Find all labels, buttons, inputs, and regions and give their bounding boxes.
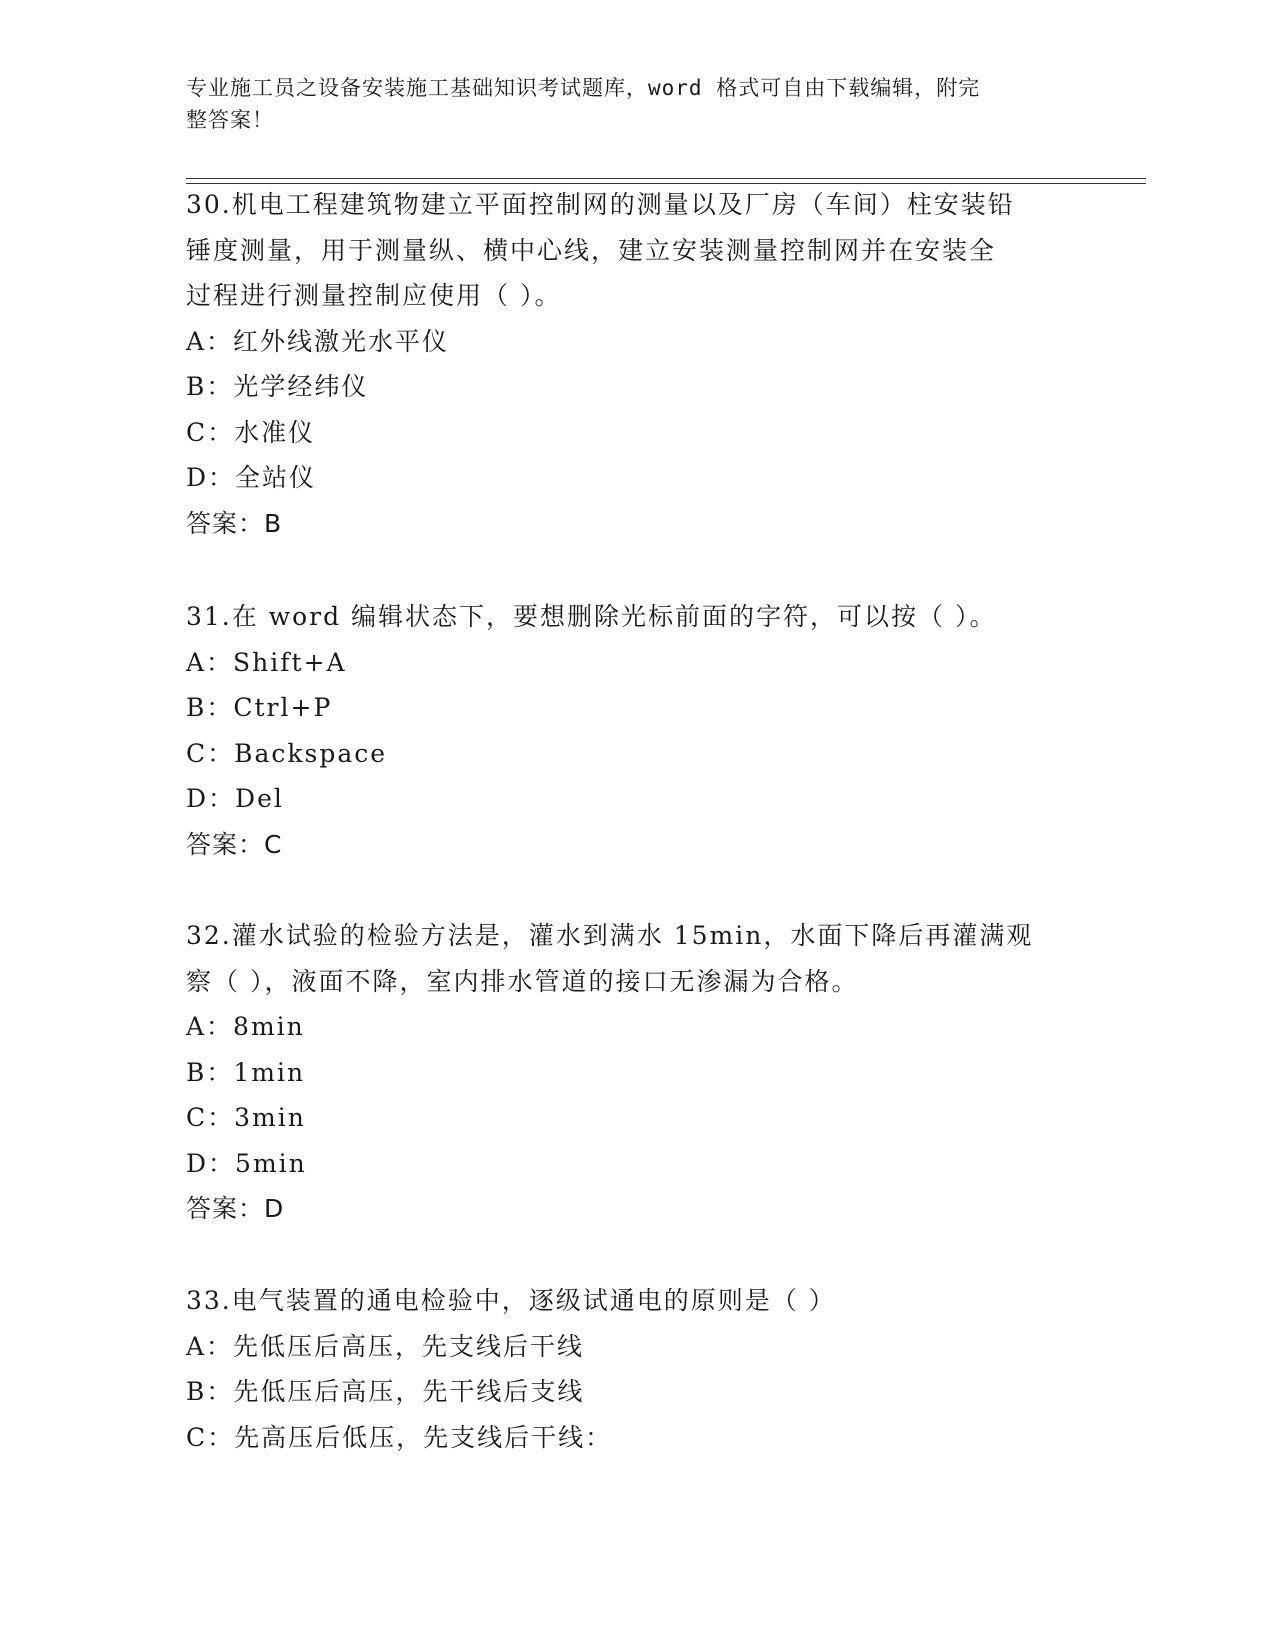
question-stem <box>186 182 1086 319</box>
header-line-2: 整答案！ <box>186 108 274 132</box>
stem-line: 过程进行测量控制应使用（ ）。 <box>186 281 562 310</box>
answer: 答案：B <box>186 508 283 538</box>
option-d: D：5min <box>186 1148 307 1178</box>
stem-line: 察（ ），液面不降，室内排水管道的接口无渗漏为合格。 <box>186 966 859 996</box>
answer: 答案：D <box>186 1194 285 1223</box>
option-b: B：先低压后高压，先干线后支线 <box>186 1377 585 1406</box>
option-c: C：水准仪 <box>186 417 316 447</box>
question-stem <box>186 594 1086 640</box>
option-b: B：1min <box>186 1057 306 1087</box>
option-d: D：全站仪 <box>186 463 317 492</box>
question-33 <box>186 1278 1086 1460</box>
header-line-1: 专业施工员之设备安装施工基础知识考试题库，word 格式可自由下载编辑，附完 <box>186 76 981 100</box>
header-divider-top <box>186 178 1146 179</box>
question-32 <box>186 913 1086 1232</box>
option-a: A：8min <box>186 1012 305 1041</box>
option-b: B：光学经纬仪 <box>186 372 369 401</box>
answer: 答案：C <box>186 829 283 859</box>
question-31 <box>186 594 1086 867</box>
option-c: C：Backspace <box>186 738 388 768</box>
stem-line: 32.灌水试验的检验方法是，灌水到满水 15min，水面下降后再灌满观 <box>186 921 1034 950</box>
option-a: A：红外线激光水平仪 <box>186 326 450 356</box>
question-30 <box>186 182 1086 546</box>
question-stem <box>186 913 1086 1004</box>
stem-line: 33.电气装置的通电检验中，逐级试通电的原则是（ ） <box>186 1286 836 1315</box>
stem-line: 31.在 word 编辑状态下，要想删除光标前面的字符，可以按（ ）。 <box>186 602 997 631</box>
stem-line: 30.机电工程建筑物建立平面控制网的测量以及厂房（车间）柱安装铅 <box>186 190 1015 219</box>
option-b: B：Ctrl+P <box>186 693 333 722</box>
option-c: C：3min <box>186 1103 306 1132</box>
document-header <box>186 72 1066 136</box>
question-stem <box>186 1278 1086 1324</box>
option-d: D：Del <box>186 784 284 813</box>
option-a: A：Shift+A <box>186 647 347 677</box>
option-c: C：先高压后低压，先支线后干线： <box>186 1422 613 1452</box>
stem-line: 锤度测量，用于测量纵、横中心线，建立安装测量控制网并在安装全 <box>186 235 997 265</box>
option-a: A：先低压后高压，先支线后干线 <box>186 1331 585 1361</box>
